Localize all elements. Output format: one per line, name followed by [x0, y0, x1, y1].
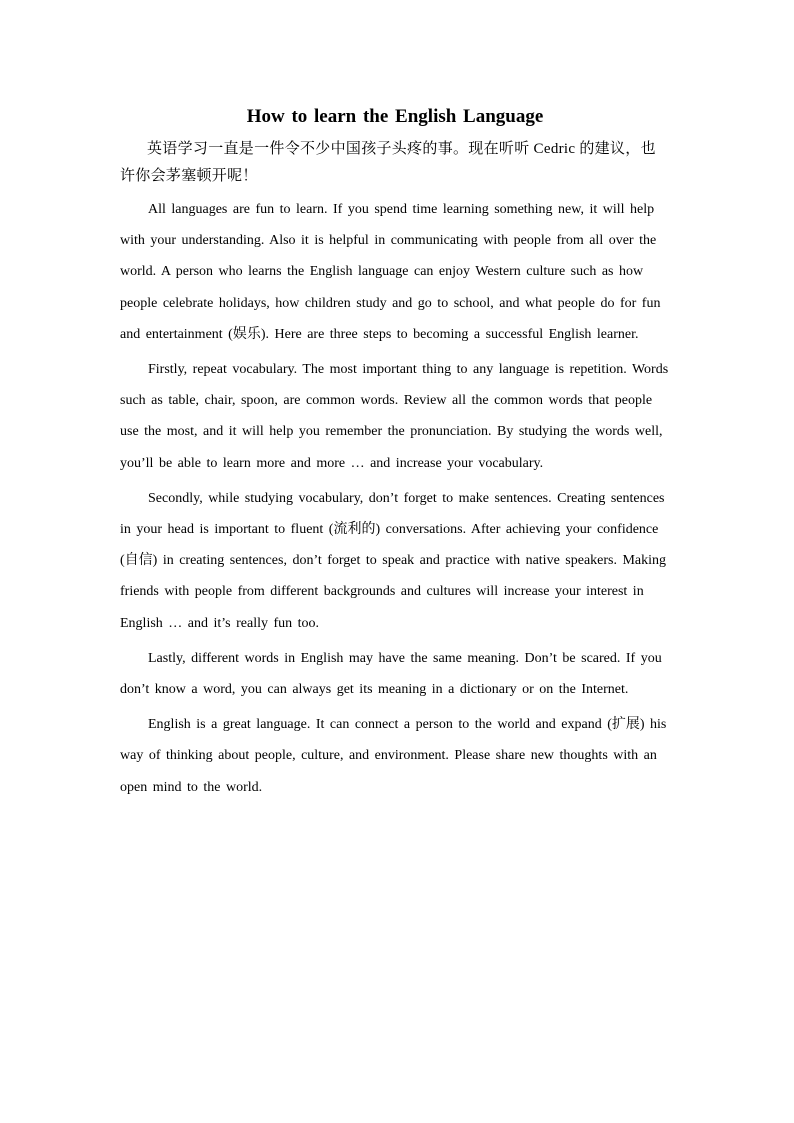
- document-body: [120, 194, 670, 803]
- document-page: [120, 103, 670, 803]
- body-paragraph-4: Lastly, different words in English may have the same meaning. Don’t be scared. If you don’t know a word, you can always get its meaning in a dictionary or on the Internet.: [120, 650, 662, 698]
- document-title: How to learn the English Language: [246, 106, 544, 127]
- body-paragraph-2: Firstly, repeat vocabulary. The most important thing to any language is repetition. Words such as table, chair, spoon, are common words. Review all the common words that people use the most, and it will help you remember the pronunciation. By studying the words well, you’ll be able to learn more and more … and increase your vocabulary.: [120, 362, 669, 471]
- intro-paragraph: 英语学习一直是一件令不少中国孩子头疼的事。现在听听 Cedric 的建议，也许你会茅塞顿开呢！: [120, 141, 656, 184]
- body-paragraph-3: Secondly, while studying vocabulary, don’t forget to make sentences. Creating sentences in your head is important to fluent (流利的) conversations. After achieving your confidence (自信) in creating sentences, don’t forget to speak and practice with native speakers. Making friends with people from different backgrounds and cultures will increase your interest in English … and it’s really fun too.: [120, 490, 667, 631]
- body-paragraph-1: All languages are fun to learn. If you spend time learning something new, it will help with your understanding. Also it is helpful in communicating with people from all over the world. A person who learns the English language can enjoy Western culture such as how people celebrate holidays, how children study and go to school, and what people do for fun and entertainment (娱乐). Here are three steps to becoming a successful English learner.: [120, 202, 661, 342]
- body-paragraph-5: English is a great language. It can connect a person to the world and expand (扩展) his way of thinking about people, culture, and environment. Please share new thoughts with an open mind to the world.: [120, 717, 667, 795]
